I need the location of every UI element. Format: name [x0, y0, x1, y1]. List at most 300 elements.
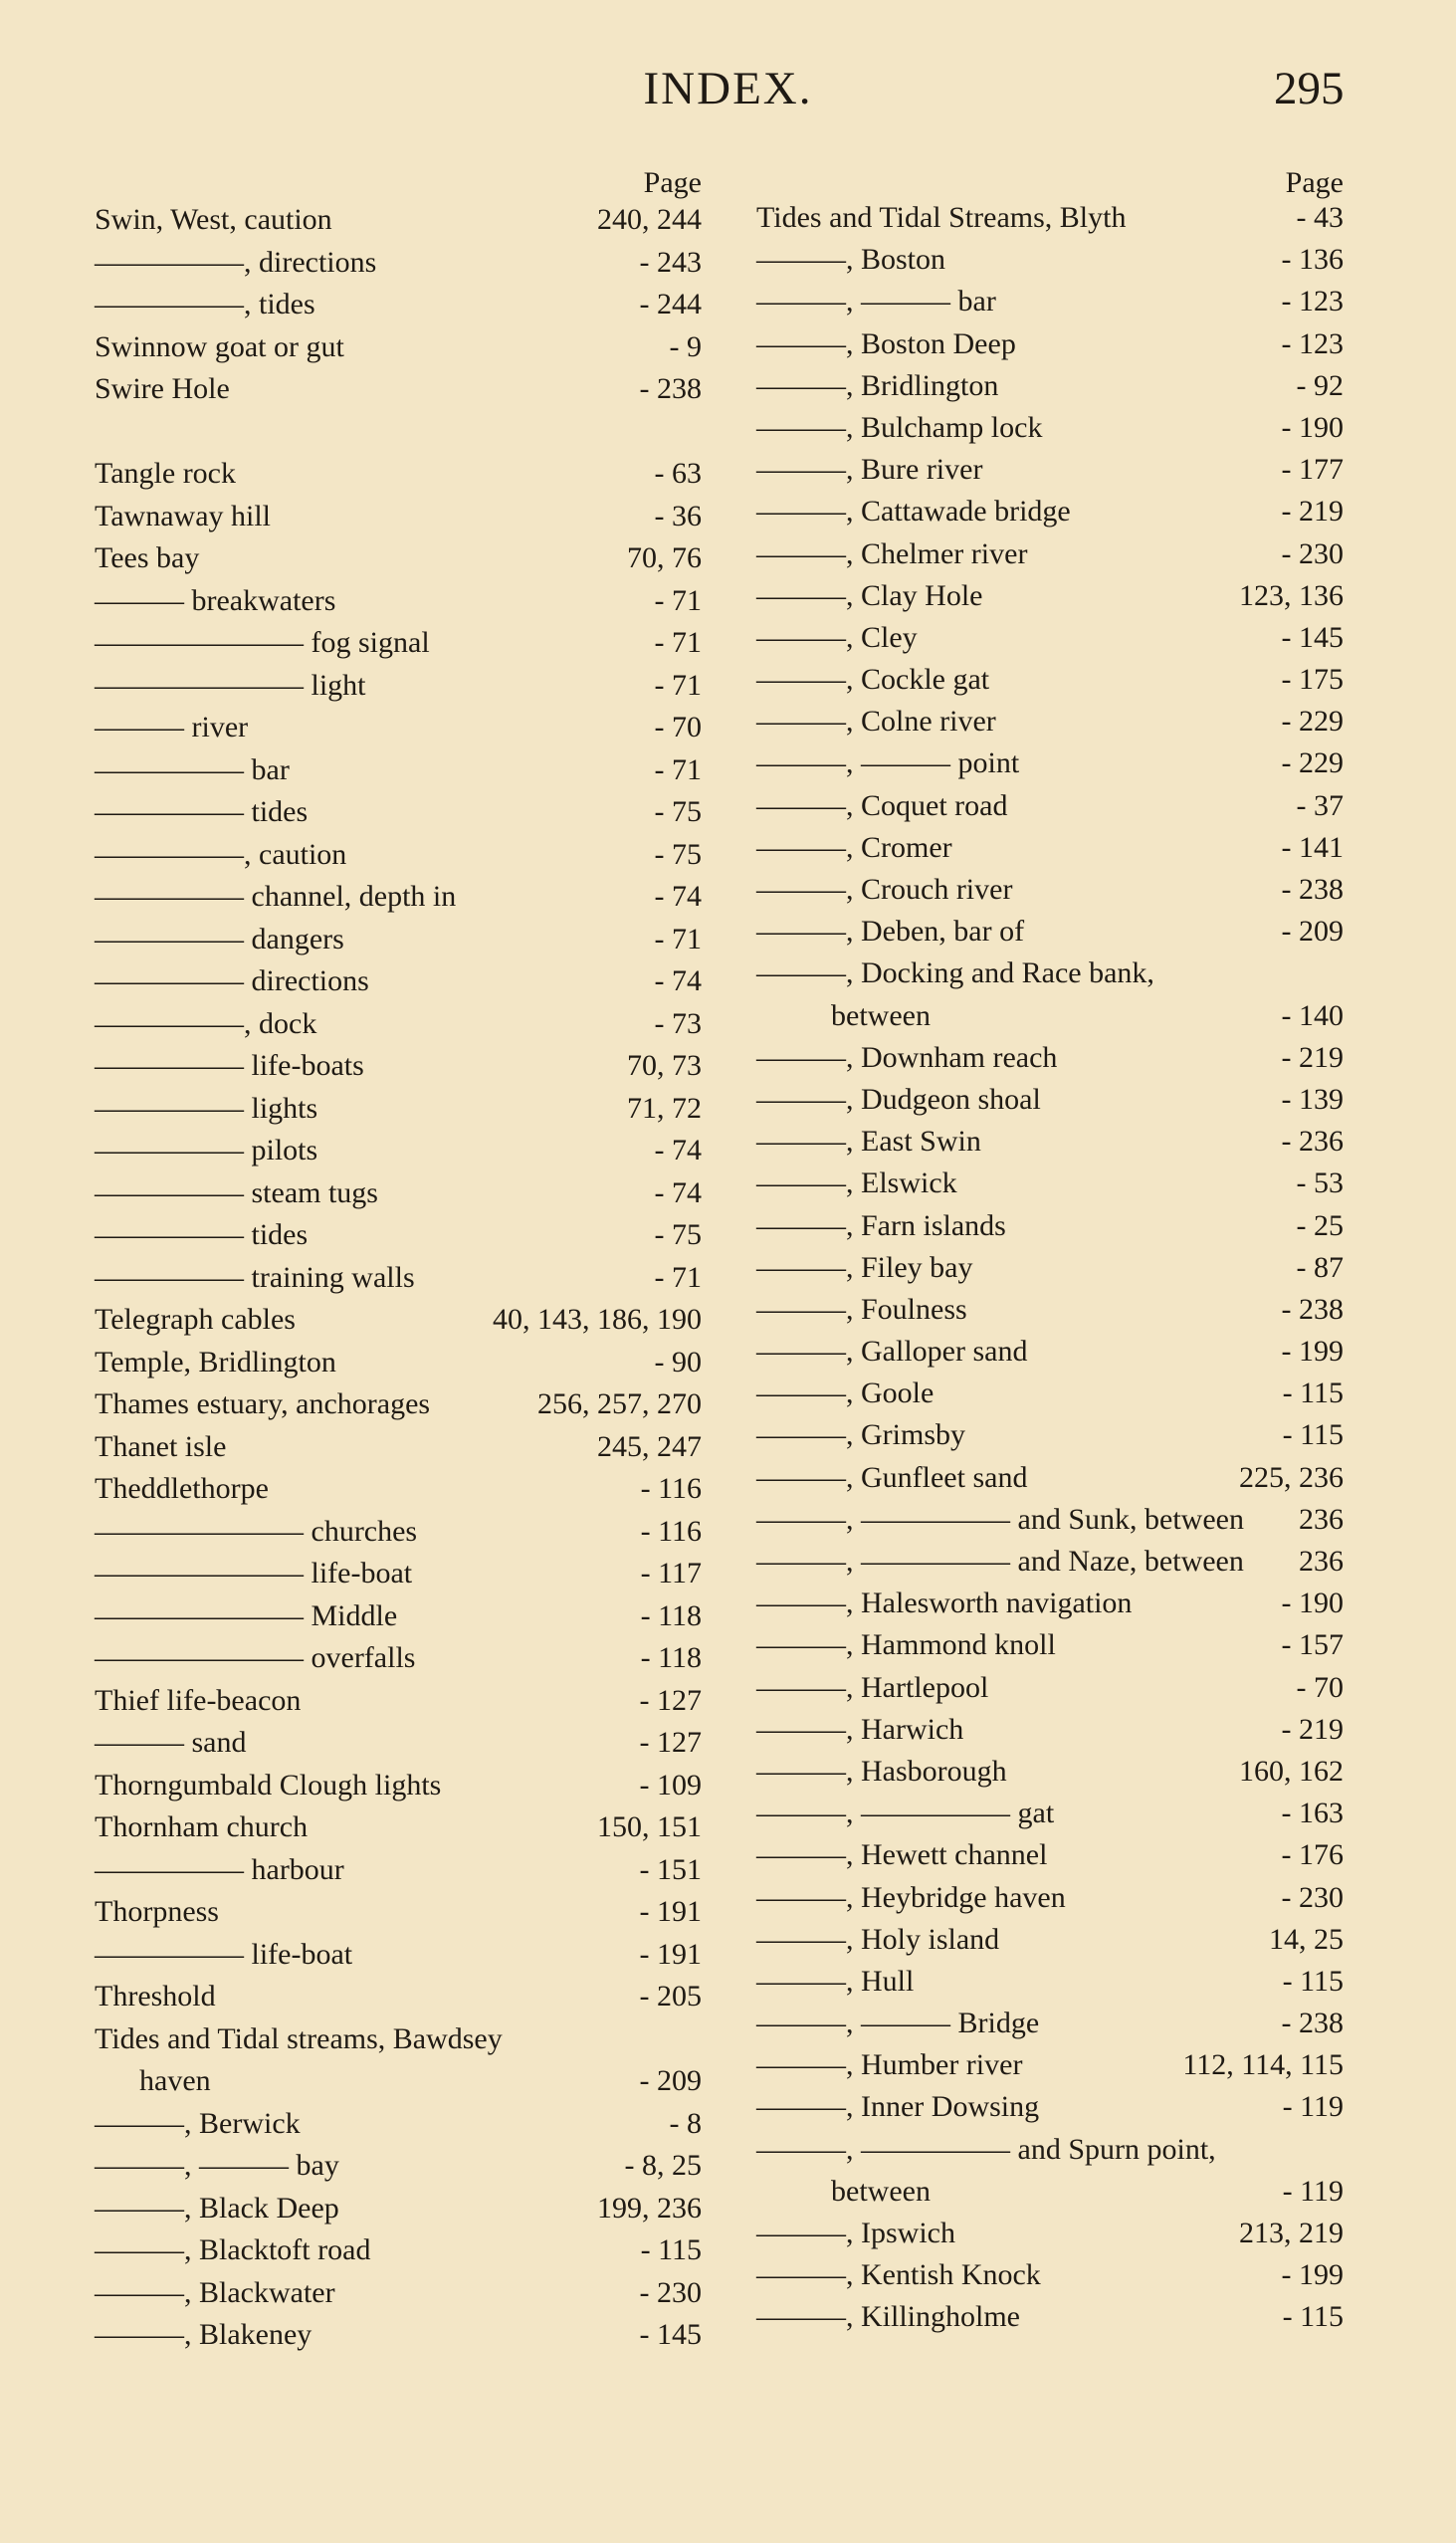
index-entry-pages: - 141: [1281, 830, 1344, 864]
index-entry: [756, 742, 1344, 784]
index-entry: [95, 1722, 702, 1765]
index-entry-pages: - 119: [1282, 2174, 1344, 2208]
index-entry-pages: - 9: [669, 329, 702, 363]
index-entry-pages: - 116: [640, 1472, 702, 1505]
index-entry-text: Thanet isle: [95, 1429, 227, 1463]
index-entry: [95, 1383, 702, 1426]
index-entry-text: —————, dock: [95, 1006, 317, 1040]
index-entry-pages: 150, 151: [597, 1810, 702, 1843]
index-entry-text: ———, Inner Dowsing: [756, 2090, 1040, 2124]
index-entry: [95, 834, 702, 877]
index-entry-text: ———, ————— and Spurn point,: [756, 2132, 1216, 2166]
index-entry: [95, 876, 702, 919]
index-entry-pages: - 127: [639, 1683, 702, 1717]
index-entry-pages: 112, 114, 115: [1182, 2048, 1344, 2082]
index-entry: [756, 239, 1344, 281]
index-entry-text: Threshold: [95, 1980, 216, 2013]
index-entry: [756, 2003, 1344, 2044]
index-entry: [756, 2086, 1344, 2128]
index-entry: [95, 1088, 702, 1131]
index-entry-pages: - 74: [654, 964, 702, 997]
index-entry-pages: - 90: [654, 1345, 702, 1378]
index-entry-pages: - 236: [1281, 1125, 1344, 1159]
index-entry: [95, 199, 702, 242]
index-entry-pages: - 71: [654, 752, 702, 786]
index-entry-pages: 71, 72: [627, 1091, 702, 1125]
index-entry-pages: - 140: [1281, 998, 1344, 1032]
index-entry-pages: - 238: [1281, 1292, 1344, 1326]
index-entry: [756, 1499, 1344, 1541]
index-entry-text: Thames estuary, anchorages: [95, 1387, 431, 1420]
index-entry: [756, 1079, 1344, 1121]
index-entry-pages: - 70: [654, 711, 702, 743]
index-entry-text: ———, Black Deep: [95, 2191, 339, 2225]
index-entry: [95, 2188, 702, 2230]
index-entry-pages: - 229: [1281, 705, 1344, 739]
index-entry-text: —————, directions: [95, 245, 377, 279]
index-entry-text: ———, Blacktoft road: [95, 2233, 371, 2266]
index-entry: [95, 496, 702, 538]
index-entry-pages: - 219: [1281, 1040, 1344, 1074]
index-entry: [756, 1414, 1344, 1456]
index-entry-pages: - 229: [1281, 746, 1344, 780]
index-entry-text: ———, Filey bay: [756, 1250, 973, 1284]
index-entry-text: between: [756, 998, 931, 1032]
index-entry: [95, 580, 702, 623]
index-entry: [756, 1163, 1344, 1204]
index-entry: [756, 575, 1344, 617]
index-entry-text: ———, ——— bar: [756, 285, 996, 318]
index-entry-text: ——————— fog signal: [95, 626, 430, 659]
index-entry-pages: 245, 247: [597, 1429, 702, 1463]
index-entry-pages: - 230: [639, 2275, 702, 2309]
index-entry-pages: - 145: [1281, 620, 1344, 654]
index-entry-text: ———, Grimsby: [756, 1418, 965, 1452]
index-entry-text: ———, Hasborough: [756, 1754, 1007, 1788]
index-entry: [95, 2018, 702, 2061]
index-entry: [756, 2171, 1344, 2213]
index-entry-pages: - 123: [1281, 326, 1344, 360]
index-entry-pages: - 151: [639, 1852, 702, 1886]
index-entry-text: ———, ——— point: [756, 746, 1020, 780]
index-entry-text: Tees bay: [95, 541, 200, 574]
page-column-heading: Page: [1285, 166, 1344, 199]
index-entry: [95, 1003, 702, 1046]
index-entry: [95, 1130, 702, 1172]
index-entry-pages: - 157: [1281, 1628, 1344, 1662]
index-entry: [756, 869, 1344, 911]
index-entry-pages: - 190: [1281, 1587, 1344, 1620]
index-entry-text: ———, Foulness: [756, 1292, 967, 1326]
index-entry: [756, 197, 1344, 239]
index-entry-text: ———, Bulchamp lock: [756, 410, 1043, 444]
index-entry-text: ————— channel, depth in: [95, 880, 457, 913]
index-entry-pages: - 43: [1296, 201, 1344, 234]
index-entry: [756, 1751, 1344, 1793]
index-entry: [756, 1037, 1344, 1079]
index-entry-text: Thorpness: [95, 1895, 219, 1928]
index-entry-pages: - 199: [1281, 1335, 1344, 1369]
index-entry-pages: - 73: [654, 1006, 702, 1040]
index-entry: [95, 1806, 702, 1849]
index-entry: [756, 1624, 1344, 1666]
index-entry-text: ——— river: [95, 711, 249, 743]
index-entry-text: ———, Berwick: [95, 2106, 301, 2140]
index-entry-pages: - 75: [654, 837, 702, 871]
index-entry-pages: - 205: [639, 1980, 702, 2013]
index-entry-pages: - 92: [1296, 368, 1344, 402]
index-entry-pages: 40, 143, 186, 190: [493, 1303, 702, 1336]
index-entry-pages: - 87: [1296, 1250, 1344, 1284]
page-column-heading: Page: [643, 166, 702, 199]
index-entry-pages: - 238: [1281, 2007, 1344, 2040]
index-entry: [756, 701, 1344, 742]
index-entry: [95, 2229, 702, 2272]
index-entry-text: ———, Hammond knoll: [756, 1628, 1056, 1662]
index-entry-text: ——————— light: [95, 668, 366, 702]
index-entry-pages: 236: [1299, 1502, 1344, 1536]
index-entry: [95, 1553, 702, 1595]
index-entry: [95, 622, 702, 665]
index-entry-text: ———, Blackwater: [95, 2275, 335, 2309]
index-entry-text: ———, Boston: [756, 243, 946, 277]
index-entries-right: [756, 197, 1344, 2339]
index-entry-text: ———, ————— gat: [756, 1797, 1055, 1830]
index-entry: [756, 491, 1344, 532]
index-entries-left: [95, 199, 702, 2357]
index-entry-pages: - 36: [654, 499, 702, 532]
index-entry-text: —————, caution: [95, 837, 347, 871]
index-entry-text: ————— tides: [95, 795, 309, 828]
index-entry-pages: - 71: [654, 583, 702, 617]
index-entry-text: ———, Heybridge haven: [756, 1880, 1066, 1914]
index-entry: [756, 1205, 1344, 1247]
index-entry-pages: - 230: [1281, 1880, 1344, 1914]
index-entry-pages: - 176: [1281, 1838, 1344, 1872]
index-entry: [95, 1637, 702, 1680]
index-entry: [95, 791, 702, 834]
index-entry-pages: - 238: [1281, 873, 1344, 906]
index-entry: [756, 281, 1344, 322]
index-entry-pages: - 75: [654, 795, 702, 828]
index-entry: [95, 326, 702, 369]
index-entry: [95, 1172, 702, 1215]
index-entry: [95, 1934, 702, 1977]
index-column-right: [756, 167, 1344, 2339]
index-entry: [756, 659, 1344, 701]
index-entry-text: ———, Bure river: [756, 453, 983, 487]
index-entry-text: between: [756, 2174, 931, 2208]
index-entry: [95, 1976, 702, 2018]
index-entry-text: ———, Elswick: [756, 1166, 957, 1200]
index-entry-text: ———, Clay Hole: [756, 578, 983, 612]
index-entry-text: ———, Docking and Race bank,: [756, 956, 1154, 990]
index-entry: [95, 749, 702, 792]
index-entry-pages: 240, 244: [597, 203, 702, 236]
index-entry-pages: 225, 236: [1239, 1460, 1344, 1494]
index-entry-pages: - 209: [1281, 915, 1344, 949]
index-entry-pages: - 53: [1296, 1166, 1344, 1200]
index-entry-pages: - 115: [640, 2233, 702, 2266]
index-entry-text: haven: [95, 2064, 211, 2097]
index-entry-pages: 213, 219: [1239, 2217, 1344, 2249]
index-entry-pages: - 238: [639, 372, 702, 405]
index-entry-text: ——— breakwaters: [95, 583, 336, 617]
index-entry: [95, 960, 702, 1003]
index-entry-pages: - 199: [1281, 2258, 1344, 2292]
index-entry-text: ———, Killingholme: [756, 2300, 1020, 2334]
index-entry-text: ———, Cley: [756, 620, 918, 654]
index-entry-pages: - 63: [654, 457, 702, 490]
index-entry-text: ————— steam tugs: [95, 1175, 378, 1209]
index-entry-pages: - 145: [639, 2318, 702, 2351]
index-entry-pages: - 127: [639, 1726, 702, 1759]
index-entry: [95, 1468, 702, 1511]
index-entry: [756, 827, 1344, 869]
index-entry-text: Temple, Bridlington: [95, 1345, 336, 1378]
index-entry-pages: - 71: [654, 922, 702, 955]
index-entry: [95, 707, 702, 749]
index-entry: [95, 1765, 702, 1807]
index-entry: [756, 1121, 1344, 1163]
index-entry: [95, 453, 702, 496]
index-entry: [95, 2145, 702, 2188]
index-entry-pages: - 118: [640, 1598, 702, 1632]
index-entry-text: ———, Ipswich: [756, 2217, 955, 2249]
index-entry: [756, 1583, 1344, 1624]
index-entry-text: Tawnaway hill: [95, 499, 272, 532]
index-entry: [95, 2272, 702, 2315]
index-entry-pages: - 8, 25: [624, 2149, 702, 2182]
index-entry-text: ———, Gunfleet sand: [756, 1460, 1028, 1494]
index-entry: [756, 1919, 1344, 1961]
index-entry-pages: - 243: [639, 245, 702, 279]
index-entry: [95, 1214, 702, 1257]
index-entry: [756, 533, 1344, 575]
index-entry-pages: 236: [1299, 1545, 1344, 1578]
index-entry-pages: - 75: [654, 1218, 702, 1251]
index-entry: [756, 2296, 1344, 2338]
index-entry: [95, 1426, 702, 1469]
index-entry: [756, 1667, 1344, 1709]
index-entry-text: Swin, West, caution: [95, 203, 332, 236]
index-entry-text: ———, ——— bay: [95, 2149, 339, 2182]
index-entry-text: ———, Holy island: [756, 1922, 1000, 1956]
index-entry-pages: - 74: [654, 1175, 702, 1209]
index-entry-pages: - 109: [639, 1768, 702, 1801]
index-entry-text: ————— life-boats: [95, 1049, 364, 1082]
index-entry-text: Swinnow goat or gut: [95, 329, 344, 363]
index-entry: [756, 365, 1344, 407]
index-entry-text: ——————— Middle: [95, 1598, 398, 1632]
index-entry-text: ———, Galloper sand: [756, 1335, 1028, 1369]
index-entry-text: ———, Deben, bar of: [756, 915, 1025, 949]
index-entry-text: ———, Boston Deep: [756, 326, 1016, 360]
index-entry-text: ———, Coquet road: [756, 788, 1008, 822]
index-entry-text: ———, ————— and Naze, between: [756, 1545, 1244, 1578]
index-entry: [95, 242, 702, 285]
index-entry: [95, 411, 702, 454]
index-entry-pages: - 71: [654, 1260, 702, 1294]
index-entry-text: Tides and Tidal streams, Bawdsey: [95, 2021, 503, 2055]
index-entry: [95, 2103, 702, 2146]
index-entry-pages: - 71: [654, 626, 702, 659]
index-entry-text: ————— harbour: [95, 1852, 344, 1886]
index-entry-pages: - 244: [639, 288, 702, 320]
index-entry-text: Thornham church: [95, 1810, 309, 1843]
index-entry-text: ————— pilots: [95, 1134, 318, 1166]
index-entry: [756, 1877, 1344, 1919]
index-entry-pages: - 71: [654, 668, 702, 702]
index-entry-pages: - 115: [1282, 1418, 1344, 1452]
index-entry-pages: 70, 73: [627, 1049, 702, 1082]
page-number: 295: [1274, 63, 1345, 114]
index-entry-text: Tides and Tidal Streams, Blyth: [756, 201, 1127, 234]
index-entry: [756, 785, 1344, 827]
index-entry-text: ———, ——— Bridge: [756, 2007, 1040, 2040]
index-entry: [95, 1511, 702, 1554]
index-entry-text: ————— directions: [95, 964, 369, 997]
index-entry-pages: - 177: [1281, 453, 1344, 487]
index-entry-pages: - 209: [639, 2064, 702, 2097]
index-entry: [756, 323, 1344, 365]
page-title: INDEX.: [643, 63, 813, 114]
index-entry-text: Thorngumbald Clough lights: [95, 1768, 442, 1801]
index-column-left: [95, 167, 702, 2357]
index-entry: [756, 1834, 1344, 1876]
index-entry: [95, 2314, 702, 2357]
index-entry-text: ————— life-boat: [95, 1937, 353, 1971]
index-entry: [756, 1457, 1344, 1499]
index-entry-text: ———, Bridlington: [756, 368, 999, 402]
index-entry-pages: - 190: [1281, 410, 1344, 444]
index-entry-text: ———, Harwich: [756, 1712, 964, 1746]
index-entry: [756, 2254, 1344, 2296]
index-entry-text: ———, Crouch river: [756, 873, 1013, 906]
index-entry: [756, 1541, 1344, 1583]
index-entry-text: ———, Chelmer river: [756, 536, 1028, 570]
index-entry: [756, 449, 1344, 491]
index-entry: [95, 1891, 702, 1934]
index-entry-text: ———, Cockle gat: [756, 663, 990, 697]
index-entry-text: ———, Goole: [756, 1377, 935, 1410]
index-entry-text: ———, Dudgeon shoal: [756, 1082, 1041, 1116]
index-entry-pages: - 191: [639, 1937, 702, 1971]
index-entry-text: ———, Farn islands: [756, 1208, 1006, 1242]
index-entry: [756, 2213, 1344, 2254]
index-entry: [95, 1257, 702, 1300]
index-entry: [95, 665, 702, 708]
index-entry-pages: 256, 257, 270: [537, 1387, 702, 1420]
index-entry-text: ———, Halesworth navigation: [756, 1587, 1133, 1620]
index-entry-text: Theddlethorpe: [95, 1472, 269, 1505]
index-entry: [95, 1849, 702, 1892]
index-entry-pages: - 25: [1296, 1208, 1344, 1242]
index-entry: [756, 1289, 1344, 1331]
index-entry-text: ———, Hewett channel: [756, 1838, 1048, 1872]
index-entry-text: ———, East Swin: [756, 1125, 981, 1159]
index-entry: [95, 919, 702, 961]
index-entry: [95, 1045, 702, 1088]
index-entry: [756, 953, 1344, 994]
index-entry: [95, 537, 702, 580]
index-entry-text: ——————— churches: [95, 1514, 418, 1548]
index-entry-pages: - 219: [1281, 495, 1344, 529]
index-entry-pages: - 117: [640, 1557, 702, 1589]
index-entry: [756, 995, 1344, 1037]
index-entry-text: ———, Blakeney: [95, 2318, 312, 2351]
index-entry: [95, 1299, 702, 1342]
index-entry-pages: 160, 162: [1239, 1754, 1344, 1788]
index-entry: [756, 1961, 1344, 2003]
index-entry-pages: - 136: [1281, 243, 1344, 277]
index-entry: [756, 2044, 1344, 2086]
index-entry-pages: - 123: [1281, 285, 1344, 318]
index-entry-pages: - 119: [1282, 2090, 1344, 2124]
index-entry-pages: - 175: [1281, 663, 1344, 697]
index-entry-pages: - 8: [669, 2106, 702, 2140]
index-entry-pages: 199, 236: [597, 2191, 702, 2225]
index-entry-text: Telegraph cables: [95, 1303, 296, 1336]
index-entry: [756, 617, 1344, 659]
index-entry-text: ———, Downham reach: [756, 1040, 1058, 1074]
index-entry-pages: - 74: [654, 880, 702, 913]
index-entry: [756, 1331, 1344, 1373]
index-entry-pages: - 115: [1282, 2300, 1344, 2334]
index-entry-text: ———, Hartlepool: [756, 1670, 989, 1704]
index-entry-pages: - 116: [640, 1514, 702, 1548]
index-entry-text: ———, ————— and Sunk, between: [756, 1502, 1244, 1536]
index-entry-text: ————— lights: [95, 1091, 318, 1125]
index-entry-text: Tangle rock: [95, 457, 237, 490]
index-entry-pages: - 118: [640, 1641, 702, 1674]
index-entry-text: ————— training walls: [95, 1260, 415, 1294]
index-entry-pages: - 115: [1282, 1377, 1344, 1410]
index-entry: [95, 1680, 702, 1723]
index-entry-text: ———, Colne river: [756, 705, 996, 739]
index-entry-text: ————— dangers: [95, 922, 344, 955]
index-entry-text: ——— sand: [95, 1726, 247, 1759]
index-entry: [756, 407, 1344, 449]
index-entry: [756, 1709, 1344, 1751]
index-entry-pages: - 37: [1296, 788, 1344, 822]
index-entry-text: ————— bar: [95, 752, 290, 786]
index-entry-text: ———, Hull: [756, 1964, 915, 1998]
index-entry-text: ———, Humber river: [756, 2048, 1023, 2082]
index-entry-pages: - 70: [1296, 1670, 1344, 1704]
index-entry: [95, 1595, 702, 1638]
index-entry-pages: 14, 25: [1269, 1922, 1344, 1956]
index-entry: [95, 368, 702, 411]
index-entry-text: ————— tides: [95, 1218, 309, 1251]
index-entry: [95, 1342, 702, 1384]
index-entry-pages: 123, 136: [1239, 578, 1344, 612]
index-entry: [756, 1373, 1344, 1414]
index-entry-pages: - 219: [1281, 1712, 1344, 1746]
index-entry-text: ———, Cattawade bridge: [756, 495, 1071, 529]
index-entry-pages: - 163: [1281, 1797, 1344, 1830]
index-entry-pages: - 139: [1281, 1082, 1344, 1116]
index-entry: [95, 2060, 702, 2103]
index-entry-text: ——————— life-boat: [95, 1557, 413, 1589]
index-entry-pages: - 74: [654, 1134, 702, 1166]
index-entry: [756, 911, 1344, 953]
index-entry: [756, 1793, 1344, 1834]
index-entry-text: ———, Kentish Knock: [756, 2258, 1041, 2292]
index-entry: [756, 1247, 1344, 1289]
index-entry-pages: 70, 76: [627, 541, 702, 574]
index-entry: [95, 284, 702, 326]
